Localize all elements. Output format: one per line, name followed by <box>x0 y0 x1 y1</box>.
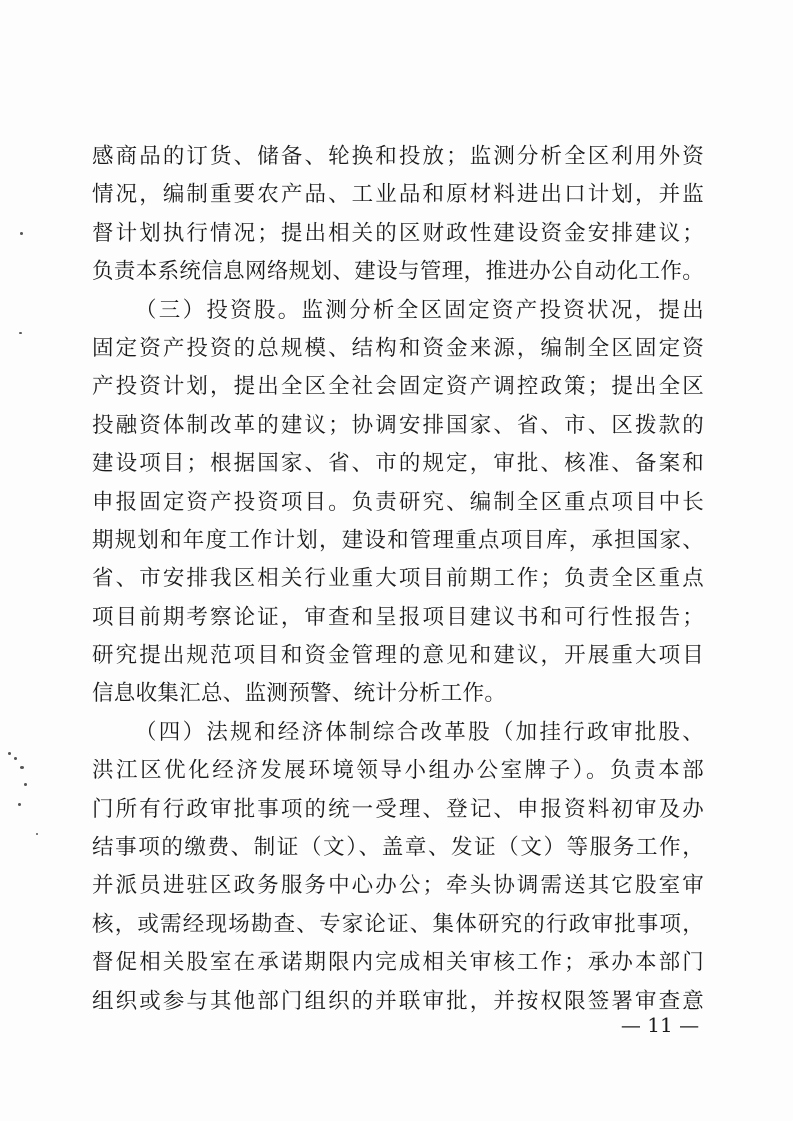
section-heading-line: （三）投资股。监测分析全区固定资产投资状况，提出 <box>135 297 704 323</box>
text-line: 并派员进驻区政务服务中心办公；牵头协调需送其它股室审 <box>92 873 704 899</box>
text-line: 组织或参与其他部门组织的并联审批，并按权限签署审查意 <box>92 988 704 1014</box>
body-text <box>92 138 704 1021</box>
text-line: 建设项目；根据国家、省、市的规定，审批、核准、备案和 <box>92 451 704 477</box>
scan-speck <box>24 783 27 786</box>
scan-speck <box>36 833 38 835</box>
text-line: 督计划执行情况；提出相关的区财政性建设资金安排建议； <box>92 220 704 246</box>
text-line: 情况，编制重要农产品、工业品和原材料进出口计划，并监 <box>92 182 704 208</box>
text-line: 感商品的订货、储备、轮换和投放；监测分析全区利用外资 <box>92 144 704 169</box>
scan-speck <box>8 752 11 755</box>
text-line: 投融资体制改革的建议；协调安排国家、省、市、区拨款的 <box>92 412 704 438</box>
text-line: 信息收集汇总、监测预警、统计分析工作。 <box>92 681 507 707</box>
text-line: 省、市安排我区相关行业重大项目前期工作；负责全区重点 <box>92 566 704 592</box>
text-line: 洪江区优化经济发展环境领导小组办公室牌子）。负责本部 <box>92 758 704 784</box>
text-line: 门所有行政审批事项的统一受理、登记、申报资料初审及办 <box>92 796 704 822</box>
text-line: 核，或需经现场勘查、专家论证、集体研究的行政审批事项， <box>92 911 704 937</box>
scan-speck <box>20 232 23 235</box>
scan-speck <box>19 332 22 334</box>
section-heading-line: （四）法规和经济体制综合改革股（加挂行政审批股、 <box>135 719 704 745</box>
scan-speck <box>14 757 17 760</box>
text-line: 固定资产投资的总规模、结构和资金来源，编制全区固定资 <box>92 335 704 361</box>
scan-speck <box>20 766 24 769</box>
text-line: 研究提出规范项目和资金管理的意见和建议，开展重大项目 <box>92 643 704 669</box>
text-line: 申报固定资产投资项目。负责研究、编制全区重点项目中长 <box>92 489 704 515</box>
text-line: 结事项的缴费、制证（文）、盖章、发证（文）等服务工作， <box>92 835 704 861</box>
text-line: 负责本系统信息网络规划、建设与管理，推进办公自动化工作。 <box>92 259 704 285</box>
text-line: 产投资计划，提出全区全社会固定资产调控政策；提出全区 <box>92 374 704 400</box>
scan-speck <box>18 803 21 806</box>
text-line: 督促相关股室在承诺期限内完成相关审核工作；承办本部门 <box>92 950 704 976</box>
page-number: — 11 — <box>620 1013 700 1037</box>
text-line: 期规划和年度工作计划，建设和管理重点项目库，承担国家、 <box>92 527 704 553</box>
text-line: 项目前期考察论证，审查和呈报项目建议书和可行性报告； <box>92 604 704 630</box>
